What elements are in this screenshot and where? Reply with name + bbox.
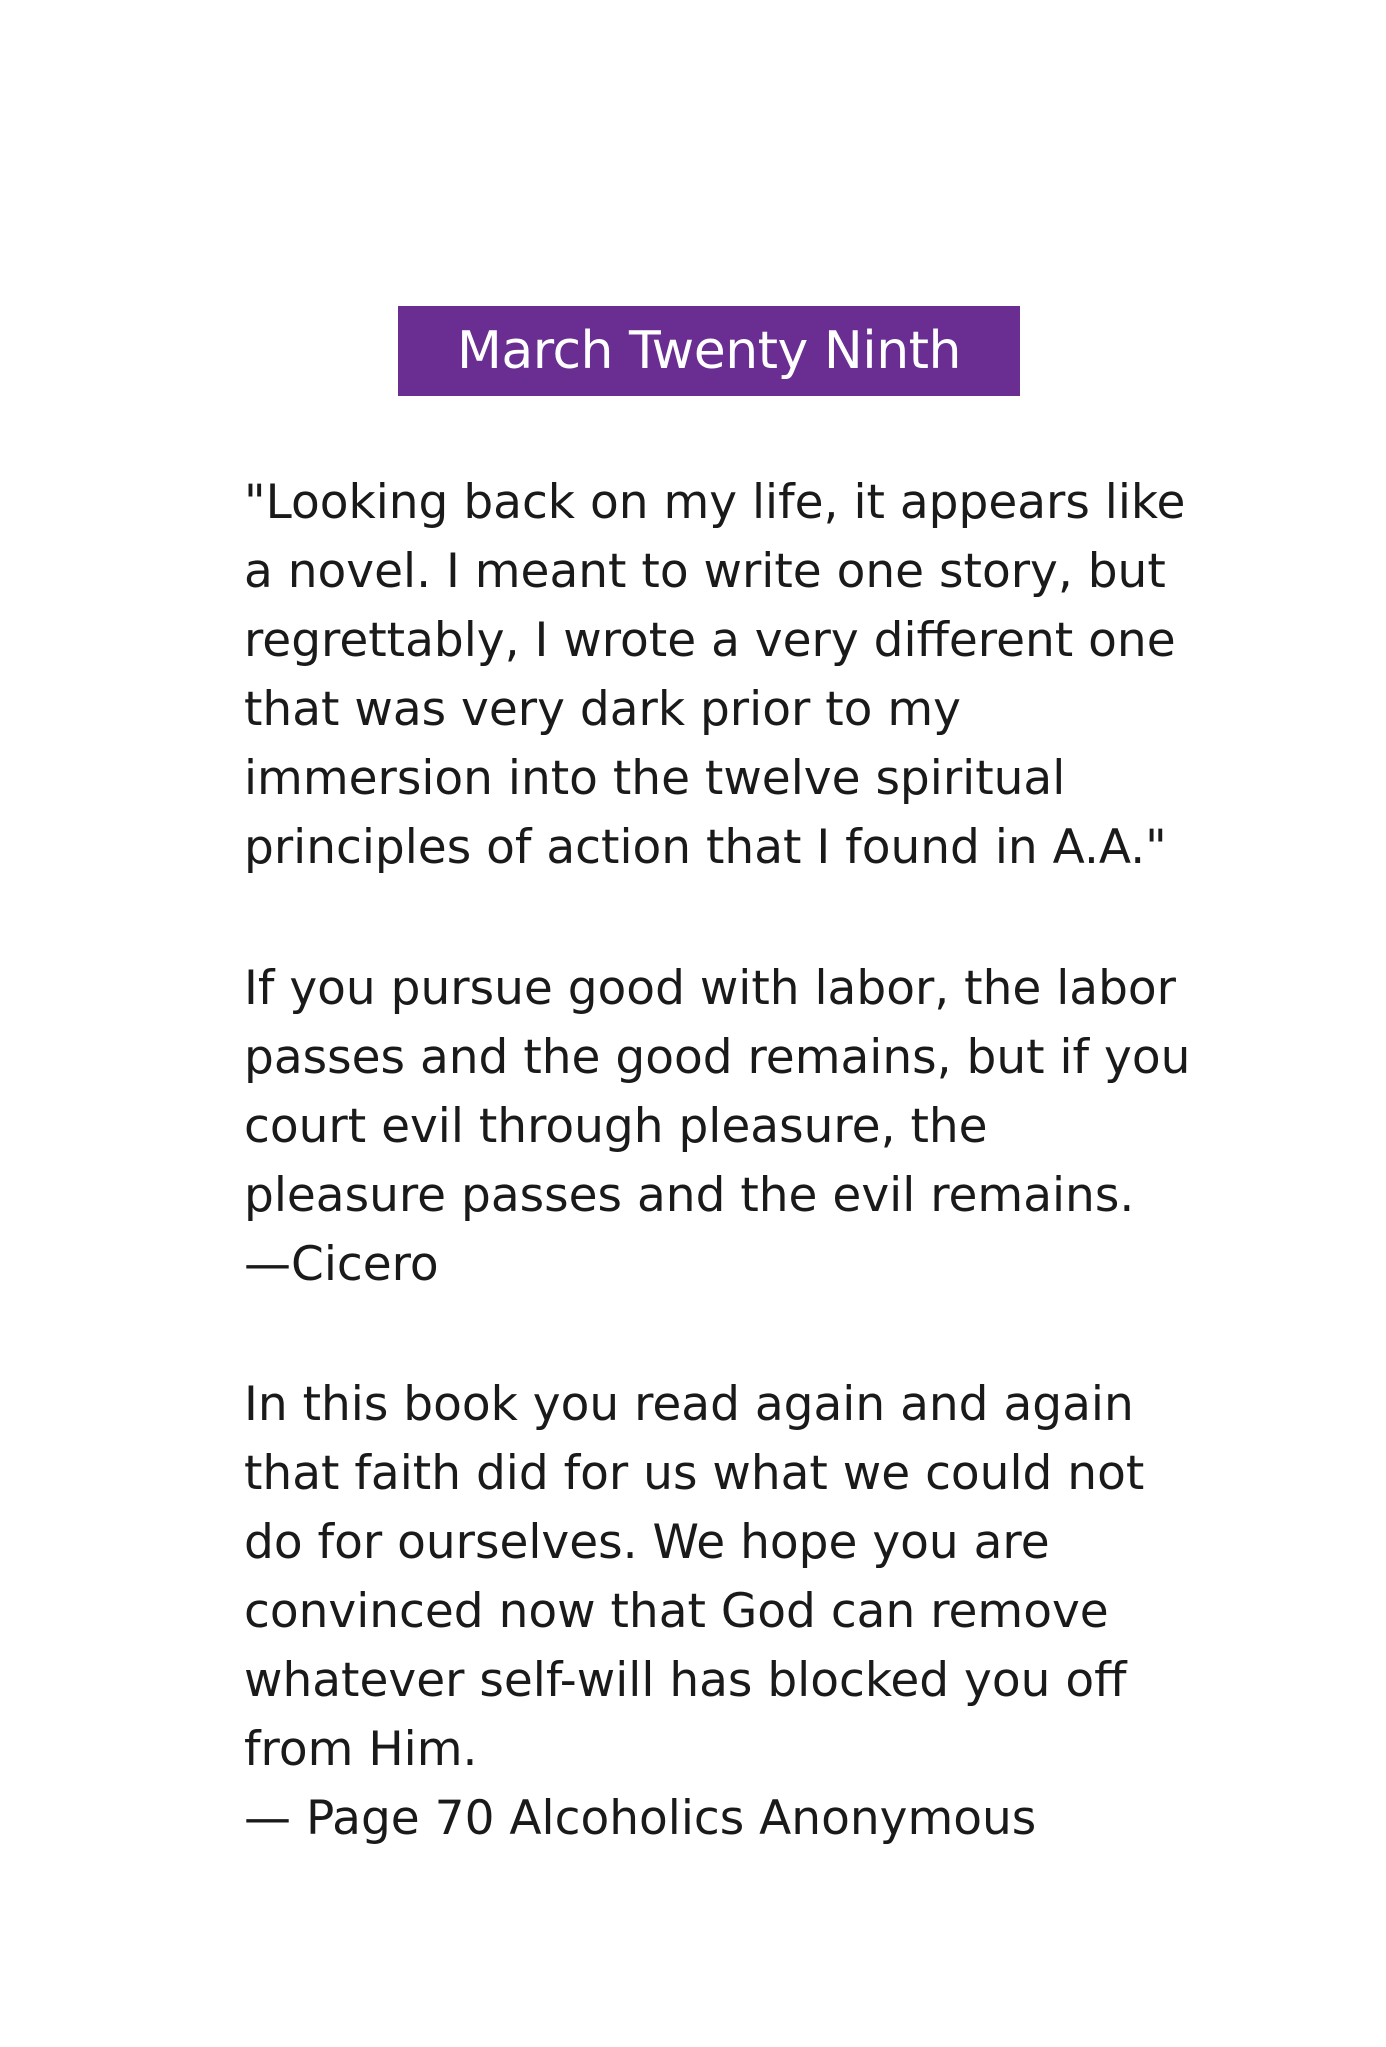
passage-line: In this book you read again and again xyxy=(244,1377,1134,1432)
passage-line: do for ourselves. We hope you are xyxy=(244,1515,1050,1570)
passage-line: from Him. xyxy=(244,1722,478,1777)
passage-line: whatever self-will has blocked you off xyxy=(244,1653,1127,1708)
passage-line: that faith did for us what we could not xyxy=(244,1446,1145,1501)
passage-line: convinced now that God can remove xyxy=(244,1584,1109,1639)
book-passage xyxy=(244,1370,1244,1853)
quote-line: court evil through pleasure, the xyxy=(244,1099,988,1154)
quote-attribution: —Cicero xyxy=(244,1237,439,1292)
cicero-quote xyxy=(244,954,1244,1299)
reflection-paragraph xyxy=(244,468,1244,882)
reflection-line: "Looking back on my life, it appears like xyxy=(244,475,1186,530)
passage-attribution: — Page 70 Alcoholics Anonymous xyxy=(244,1791,1037,1846)
reflection-line: a novel. I meant to write one story, but xyxy=(244,544,1166,599)
quote-line: If you pursue good with labor, the labor xyxy=(244,961,1176,1016)
reflection-line: that was very dark prior to my xyxy=(244,682,961,737)
reflection-line: immersion into the twelve spiritual xyxy=(244,751,1066,806)
reflection-line: principles of action that I found in A.A." xyxy=(244,820,1167,875)
quote-line: passes and the good remains, but if you xyxy=(244,1030,1191,1085)
reflection-line: regrettably, I wrote a very different one xyxy=(244,613,1176,668)
page-title: March Twenty Ninth xyxy=(398,306,1020,396)
quote-line: pleasure passes and the evil remains. xyxy=(244,1168,1135,1223)
